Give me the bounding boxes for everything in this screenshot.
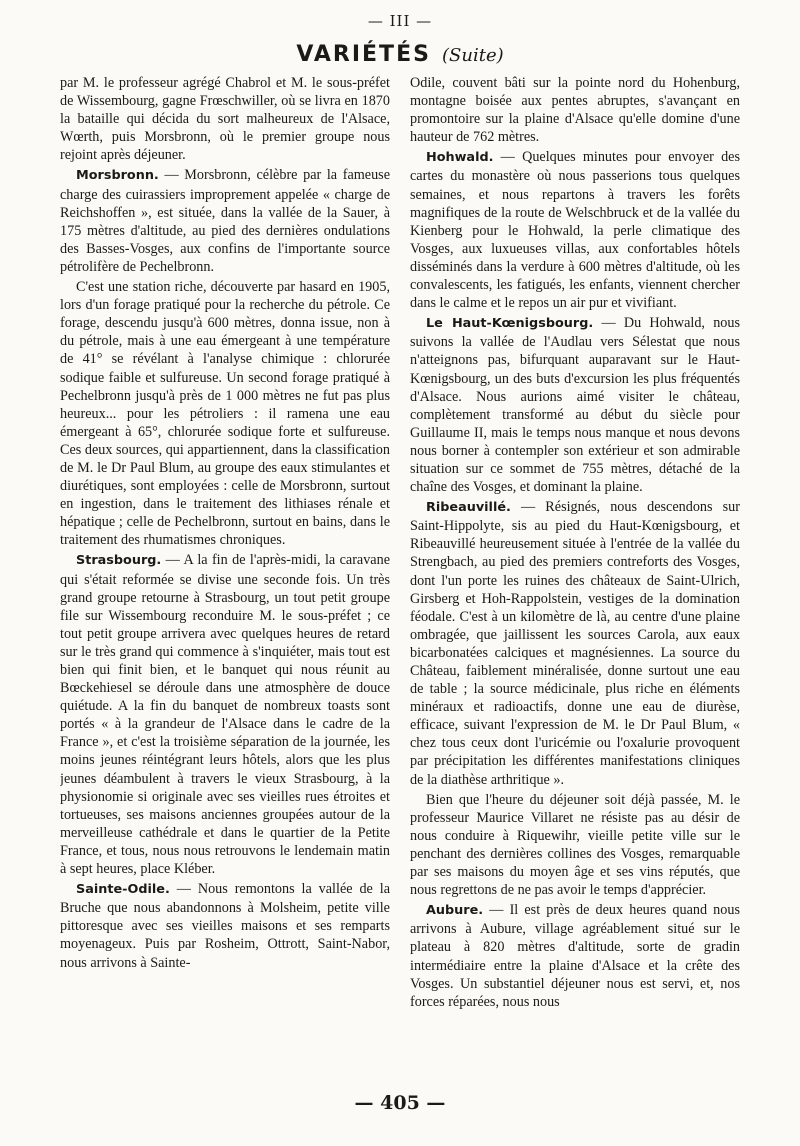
section-title-text: VARIÉTÉS (296, 42, 431, 67)
paragraph-heading: Aubure. (426, 903, 484, 919)
paragraph-body: — Morsbronn, célèbre par la fameuse charge des cuirassiers improprement appelée « charge de Reichshoffen », est située, dans la vallée de la Sauer, à 175 mètres d'altitude, au pied des dernières ondulations des Basses-Vosges, aux confins de l'importante source pétrolifère de Pechelbronn. (60, 167, 390, 275)
paragraph-body: — Quelques minutes pour envoyer des cartes du monastère où nous passerions tous quelques semaines, et nous repartons à travers les forêts magnifiques de la route de Welschbruck et de la vallée du Kienberg pour le Hohwald, la perle climatique des Vosges, aux luxueuses villas, aux confortables hôtels disséminés dans la verdure à 600 mètres d'altitude, où les convalescents, les fatigués, les enfants, viennent chercher dans le calme et le repos un air pur et vivifiant. (410, 149, 740, 312)
paragraph-aubure (410, 901, 740, 1011)
paragraph-body: — Résignés, nous descendons sur Saint-Hippolyte, sis au pied du Haut-Kœnigsbourg, et Ribeauvillé heureusement située à l'entrée de la vallée du Strengbach, au pied des premiers contreforts des Vosges, dont l'un porte les ruines des châteaux de Saint-Ulrich, Girsberg et Hoh-Rappolstein, vestiges de la domination féodale. C'est à un kilomètre de là, au centre d'une plaine ombragée, que jaillissent les sources Carola, aux eaux bicarbonatées calciques et magnésiennes. La source du Château, faiblement minéralisée, donne surtout une eau de table ; la source médicinale, plus riche en éléments minéraux et radioactifs, donne une eau de diurèse, efficace, suivant l'expression de M. le Dr Paul Blum, « chez tous ceux dont l'uricémie ou l'oxalurie provoquent par précipitation les différentes manifestations cliniques de la diathèse arthritique ». (410, 499, 740, 788)
paragraph-haut-koenigsbourg (410, 314, 740, 496)
paragraph-ribeauville (410, 498, 740, 789)
section-title (0, 42, 800, 67)
paragraph-sainte-odile (60, 880, 390, 971)
paragraph-body: — A la fin de l'après-midi, la caravane qui s'était reformée se divise une seconde fois. Un très grand groupe retourne à Strasbourg, un tout petit groupe file sur Wissembourg reconduire M. le sous-préfet ; ce tout petit groupe arrivera avec quelques heures de retard sur le très grand qui commence à s'inquiéter, mais tout est bien qui finit bien, et le banquet qui nous réunit au Bœckehiesel se déroule dans une atmosphère de douce quiétude. A la fin du banquet de nombreux toasts sont portés « à la grandeur de l'Alsace dans le cadre de la France », et c'est la troisième séparation de la journée, les moins jeunes réintégrant leurs hôtels, alors que les plus jeunes déambulent à travers le vieux Strasbourg, à la physionomie si originale avec ses vieilles rues étroites et tortueuses, ses maisons anciennes groupées autour de la merveilleuse cathédrale et dans le quartier de la Petite France, et tous, nous nous retrouvons le lendemain matin à sept heures, place Kléber. (60, 552, 390, 878)
paragraph-heading: Strasbourg. (76, 553, 162, 569)
page-number: — 405 — (354, 1092, 446, 1114)
running-head: — III — (367, 12, 433, 30)
paragraph-strasbourg (60, 551, 390, 878)
paragraph-body: — Il est près de deux heures quand nous arrivons à Aubure, village agréablement situé sur le plateau à 820 mètres d'altitude, sorte de gradin intermédiaire entre la plaine d'Alsace et la crête des Vosges. Un substantiel déjeuner nous est servi, et, nos forces réparées, nous nous (410, 902, 740, 1010)
paragraph: par M. le professeur agrégé Chabrol et M. le sous-préfet de Wissembourg, gagne Frœschwiller, où se livra en 1870 la bataille qui décida du sort malheureux de l'Alsace, Wœrth, puis Morsbronn, où le premier groupe nous rejoint après déjeuner. (60, 75, 390, 164)
section-title-suffix: (Suite) (442, 45, 504, 66)
left-column (60, 74, 390, 1084)
paragraph-hohwald (410, 148, 740, 312)
paragraph: Odile, couvent bâti sur la pointe nord du Hohenburg, montagne boisée aux pentes abruptes, s'avançant en promontoire sur la plaine d'Alsace qu'elle domine d'une hauteur de 762 mètres. (410, 75, 740, 146)
paragraph-heading: Morsbronn. (76, 168, 159, 184)
paragraph-heading: Sainte-Odile. (76, 882, 170, 898)
paragraph-heading: Le Haut-Kœnigsbourg. (426, 316, 594, 332)
paragraph-morsbronn (60, 166, 390, 276)
paragraph-body: — Du Hohwald, nous suivons la vallée de l'Audlau vers Sélestat que nous n'atteignons pas, bifurquant auparavant sur le Haut-Kœnigsbourg, un des buts d'excursion les plus fréquentés d'Alsace. Nous aurions aimé visiter le château, complètement transformé au début du siècle pour Guillaume II, mais le temps nous manque et nous devons nous borner à contempler son extérieur et son admirable situation sur ce sommet de 755 mètres, détaché de la chaîne des Vosges, et dominant la plaine. (410, 315, 740, 496)
paragraph: Bien que l'heure du déjeuner soit déjà passée, M. le professeur Maurice Villaret ne résiste pas au désir de nous conduire à Riquewihr, vieille petite ville sur le penchant des dernières collines des Vosges, remarquable par ses maisons du moyen âge et ses vins réputés, que nous regrettons de ne pas avoir le temps d'apprécier. (410, 791, 740, 899)
paragraph: C'est une station riche, découverte par hasard en 1905, lors d'un forage pratiqué pour la recherche du pétrole. Ce forage, descendu jusqu'à 600 mètres, donna issue, non à du pétrole, mais à une eau émergeant à une température de 41° se révélant à l'analyse chimique : chlorurée sodique faible et sulfureuse. Un second forage pratiqué à Pechelbronn jusqu'à près de 1 000 mètres ne fut pas plus heureux... pour les pétroliers : il ramena une eau émergeant à 65°, chlorurée sodique forte et sulfureuse. Ces deux sources, qui appartiennent, dans la classification de M. le Dr Paul Blum, au groupe des eaux stimulantes et diurétiques, sont employées : celle de Morsbronn, surtout en ingestion, dans le traitement des lithiases rénale et hépatique ; celle de Pechelbronn, surtout en bains, dans le traitement des rhumatismes chroniques. (60, 279, 390, 549)
paragraph-heading: Hohwald. (426, 150, 494, 166)
paragraph-body: — Nous remontons la vallée de la Bruche que nous abandonnons à Molsheim, petite ville pittoresque avec ses vieilles maisons et ses remparts moyenageux. Puis par Rosheim, Ottrott, Saint-Nabor, nous arrivons à Sainte- (60, 881, 390, 971)
right-column (410, 74, 740, 1084)
paragraph-heading: Ribeauvillé. (426, 500, 511, 516)
